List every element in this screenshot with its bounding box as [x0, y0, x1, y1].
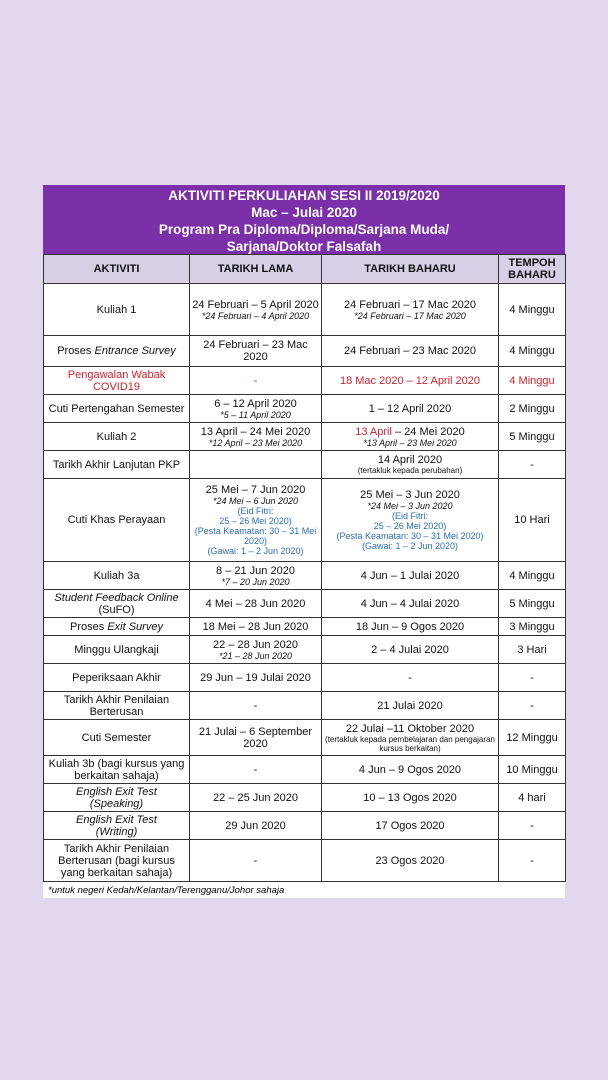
- col-tarikh-lama: TARIKH LAMA: [190, 255, 322, 284]
- col-aktiviti: AKTIVITI: [44, 255, 190, 284]
- aktiviti-cell: Cuti Pertengahan Semester: [44, 395, 190, 423]
- table-row: [44, 423, 566, 451]
- table-row: [44, 590, 566, 618]
- tempoh-cell: 4 hari: [499, 784, 566, 812]
- aktiviti-cell: Kuliah 3b (bagi kursus yang berkaitan sahaja): [44, 756, 190, 784]
- lama-date: 22 – 28 Jun 2020: [212, 638, 299, 651]
- lama-note: *24 Februari – 4 April 2020: [201, 310, 310, 321]
- baharu-cell: [322, 451, 499, 479]
- table-row: [44, 756, 566, 784]
- tempoh-cell: -: [499, 692, 566, 720]
- table-row: [44, 720, 566, 756]
- aktiviti-italic: Student Feedback Online: [54, 591, 179, 604]
- lama-cell: -: [190, 367, 322, 395]
- lama-cell: [190, 451, 322, 479]
- baharu-note: (tertakluk kepada pembelajaran dan pengajaran kursus berkaitan): [325, 734, 495, 753]
- title-banner: [43, 185, 565, 254]
- baharu-cell: 21 Julai 2020: [322, 692, 499, 720]
- lama-cell: 21 Julai – 6 September 2020: [190, 720, 322, 756]
- lama-note: *24 Mei – 6 Jun 2020: [212, 496, 299, 506]
- baharu-note: *24 Mei – 3 Jun 2020: [367, 501, 453, 511]
- table-row: [44, 840, 566, 882]
- baharu-note: *24 Februari – 17 Mac 2020: [354, 310, 466, 321]
- aktiviti-cell: [44, 590, 190, 618]
- aktiviti-cell: Cuti Semester: [44, 720, 190, 756]
- aktiviti-cell: Tarikh Akhir Penilaian Berterusan (bagi kursus yang berkaitan sahaja): [44, 840, 190, 882]
- lama-cell: [190, 395, 322, 423]
- table-row: [44, 395, 566, 423]
- col-tempoh-line1: TEMPOH: [508, 257, 556, 269]
- lama-note: *21 – 28 Jun 2020: [218, 650, 293, 661]
- lama-cell: [190, 479, 322, 562]
- baharu-cell: 2 – 4 Julai 2020: [322, 636, 499, 664]
- baharu-date: 24 Februari – 17 Mac 2020: [343, 298, 477, 311]
- aktiviti-line2: (Writing): [95, 825, 138, 838]
- aktiviti-cell: [44, 812, 190, 840]
- table-row: [44, 284, 566, 336]
- tempoh-cell: 12 Minggu: [499, 720, 566, 756]
- lama-keamatan: (Pesta Keamatan: 30 – 31 Mei 2020): [194, 526, 317, 546]
- footnote: *untuk negeri Kedah/Kelantan/Terengganu/Johor sahaja: [48, 885, 285, 896]
- baharu-cell: 4 Jun – 1 Julai 2020: [322, 562, 499, 590]
- baharu-date-rest: – 24 Mei 2020: [391, 425, 465, 438]
- aktiviti-text: (SuFO): [98, 603, 135, 616]
- aktiviti-italic: Exit Survey: [107, 620, 163, 633]
- tempoh-cell: -: [499, 840, 566, 882]
- table-row: [44, 692, 566, 720]
- aktiviti-cell: Kuliah 1: [44, 284, 190, 336]
- lama-date: 6 – 12 April 2020: [214, 397, 297, 410]
- tempoh-cell: 5 Minggu: [499, 423, 566, 451]
- tempoh-cell: 5 Minggu: [499, 590, 566, 618]
- tempoh-cell: 3 Hari: [499, 636, 566, 664]
- aktiviti-line2: (Speaking): [89, 797, 144, 810]
- baharu-date-red: 13 April: [355, 425, 392, 438]
- lama-cell: -: [190, 692, 322, 720]
- lama-cell: 4 Mei – 28 Jun 2020: [190, 590, 322, 618]
- baharu-note: *13 April – 23 Mei 2020: [363, 437, 457, 448]
- tempoh-cell: 4 Minggu: [499, 562, 566, 590]
- title-line-3: Program Pra Diploma/Diploma/Sarjana Muda/: [158, 222, 450, 237]
- tempoh-cell: 2 Minggu: [499, 395, 566, 423]
- baharu-cell: 1 – 12 April 2020: [322, 395, 499, 423]
- aktiviti-italic: Entrance Survey: [94, 345, 176, 357]
- table-row: [44, 664, 566, 692]
- tempoh-cell: 10 Hari: [499, 479, 566, 562]
- aktiviti-line1: English Exit Test: [76, 785, 157, 798]
- baharu-cell: 4 Jun – 4 Julai 2020: [322, 590, 499, 618]
- aktiviti-cell: Cuti Khas Perayaan: [44, 479, 190, 562]
- table-row: [44, 479, 566, 562]
- tempoh-cell: 10 Minggu: [499, 756, 566, 784]
- lama-date: 13 April – 24 Mei 2020: [200, 425, 311, 438]
- baharu-eid-label: (Eid Fitri:: [392, 511, 428, 521]
- baharu-note: (tertakluk kepada perubahan): [357, 466, 463, 475]
- baharu-gawai: (Gawai: 1 – 2 Jun 2020): [361, 541, 459, 551]
- baharu-cell: 10 – 13 Ogos 2020: [322, 784, 499, 812]
- lama-note: *12 April – 23 Mei 2020: [208, 437, 303, 448]
- aktiviti-text: Proses: [57, 345, 95, 357]
- aktiviti-cell: [44, 618, 190, 636]
- tempoh-cell: -: [499, 451, 566, 479]
- col-tempoh-line2: BAHARU: [508, 269, 556, 281]
- baharu-date: [324, 426, 496, 438]
- aktiviti-cell: Peperiksaan Akhir: [44, 664, 190, 692]
- table-row: [44, 562, 566, 590]
- baharu-cell: [322, 284, 499, 336]
- baharu-date: 14 April 2020: [377, 454, 443, 466]
- baharu-date: 22 Julai –11 Oktober 2020: [345, 722, 475, 735]
- baharu-cell: [322, 720, 499, 756]
- aktiviti-cell: Minggu Ulangkaji: [44, 636, 190, 664]
- lama-note: *5 – 11 April 2020: [220, 409, 291, 420]
- aktiviti-cell: [44, 784, 190, 812]
- table-row: [44, 367, 566, 395]
- col-tempoh: [499, 255, 566, 284]
- baharu-cell: 18 Jun – 9 Ogos 2020: [322, 618, 499, 636]
- lama-date: 8 – 21 Jun 2020: [216, 564, 295, 577]
- tempoh-cell: 3 Minggu: [499, 618, 566, 636]
- baharu-cell: 4 Jun – 9 Ogos 2020: [322, 756, 499, 784]
- schedule-sheet: [43, 185, 565, 898]
- baharu-cell: 24 Februari – 23 Mac 2020: [322, 336, 499, 367]
- lama-cell: 29 Jun 2020: [190, 812, 322, 840]
- baharu-cell: [322, 423, 499, 451]
- baharu-date: 25 Mei – 3 Jun 2020: [360, 489, 460, 501]
- baharu-cell: [322, 479, 499, 562]
- baharu-cell: -: [322, 664, 499, 692]
- aktiviti-text: Proses: [70, 620, 108, 633]
- aktiviti-cell: Tarikh Akhir Penilaian Berterusan: [44, 692, 190, 720]
- table-row: [44, 784, 566, 812]
- table-row: [44, 812, 566, 840]
- table-row: [44, 636, 566, 664]
- lama-date: 25 Mei – 7 Jun 2020: [205, 484, 306, 496]
- header-row: [44, 255, 566, 284]
- baharu-cell: 18 Mac 2020 – 12 April 2020: [322, 367, 499, 395]
- aktiviti-cell: Tarikh Akhir Lanjutan PKP: [44, 451, 190, 479]
- lama-cell: [190, 284, 322, 336]
- lama-cell: 24 Februari – 23 Mac 2020: [190, 336, 322, 367]
- tempoh-cell: -: [499, 664, 566, 692]
- lama-cell: 18 Mei – 28 Jun 2020: [190, 618, 322, 636]
- lama-date: 24 Februari – 5 April 2020: [192, 298, 319, 311]
- lama-cell: 22 – 25 Jun 2020: [190, 784, 322, 812]
- title-line-2: Mac – Julai 2020: [251, 205, 357, 220]
- baharu-keamatan: (Pesta Keamatan: 30 – 31 Mei 2020): [336, 531, 484, 541]
- lama-note: *7 – 20 Jun 2020: [221, 576, 290, 587]
- baharu-cell: 23 Ogos 2020: [322, 840, 499, 882]
- lama-cell: 29 Jun – 19 Julai 2020: [190, 664, 322, 692]
- aktiviti-line1: English Exit Test: [76, 813, 157, 826]
- aktiviti-cell: Kuliah 2: [44, 423, 190, 451]
- table-row: [44, 451, 566, 479]
- lama-gawai: (Gawai: 1 – 2 Jun 2020): [207, 546, 304, 556]
- lama-eid-label: (Eid Fitri:: [237, 506, 274, 516]
- lama-cell: [190, 636, 322, 664]
- baharu-cell: 17 Ogos 2020: [322, 812, 499, 840]
- lama-cell: -: [190, 840, 322, 882]
- col-tarikh-baharu: TARIKH BAHARU: [322, 255, 499, 284]
- table-row: [44, 618, 566, 636]
- tempoh-cell: 4 Minggu: [499, 284, 566, 336]
- schedule-table: [43, 254, 566, 882]
- tempoh-cell: -: [499, 812, 566, 840]
- lama-cell: [190, 562, 322, 590]
- title-line-1: AKTIVITI PERKULIAHAN SESI II 2019/2020: [168, 188, 440, 203]
- tempoh-cell: 4 Minggu: [499, 336, 566, 367]
- tempoh-cell: 4 Minggu: [499, 367, 566, 395]
- lama-cell: [190, 423, 322, 451]
- title-line-4: Sarjana/Doktor Falsafah: [226, 239, 382, 254]
- lama-eid-dates: 25 – 26 Mei 2020): [219, 516, 292, 526]
- lama-cell: -: [190, 756, 322, 784]
- aktiviti-cell: Pengawalan Wabak COVID19: [44, 367, 190, 395]
- baharu-eid-dates: 25 – 26 Mei 2020): [373, 521, 447, 531]
- table-row: [44, 336, 566, 367]
- aktiviti-cell: [44, 336, 190, 367]
- aktiviti-cell: Kuliah 3a: [44, 562, 190, 590]
